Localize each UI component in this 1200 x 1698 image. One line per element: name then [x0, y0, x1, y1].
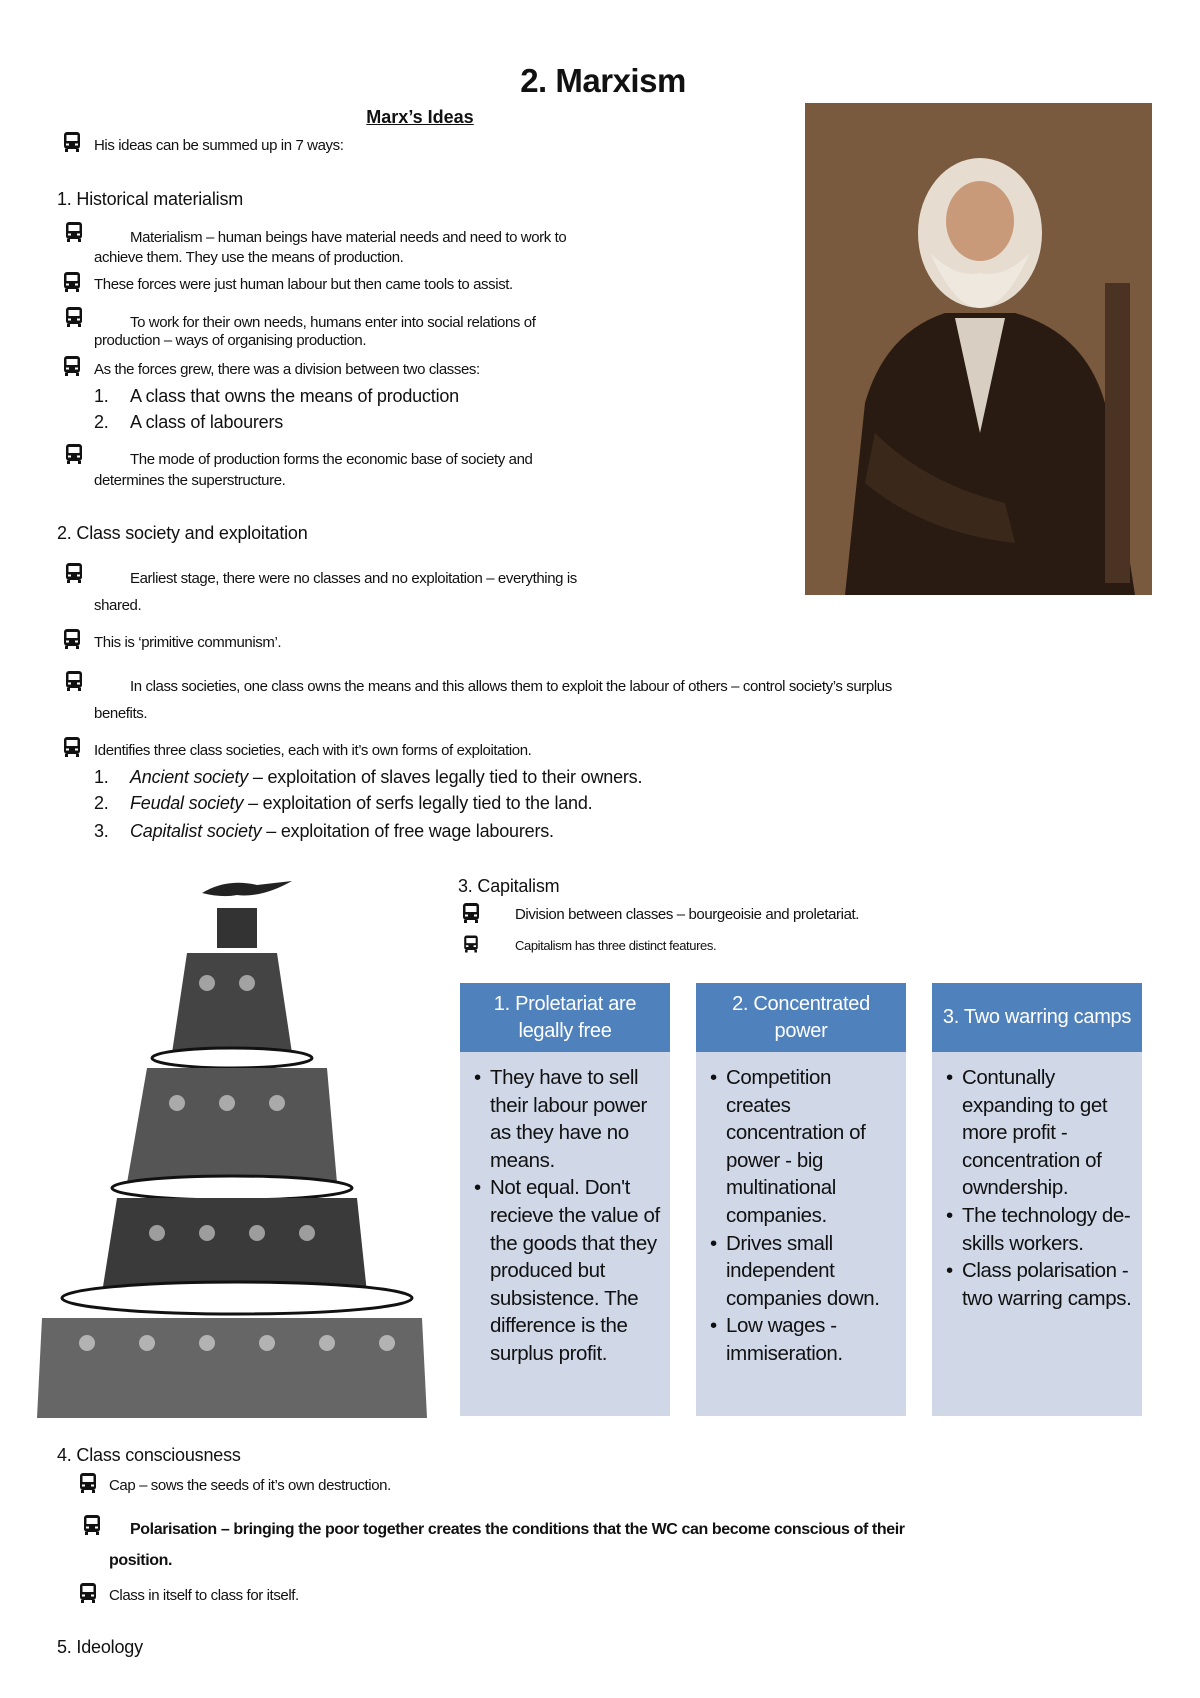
section-heading-class-society: 2. Class society and exploitation	[57, 523, 308, 543]
bus-icon	[62, 131, 82, 153]
feature-bullet: • Contunally expanding to get more profit - concentration of owndership.	[962, 1064, 1132, 1202]
karl-marx-portrait	[805, 103, 1152, 595]
feature-box-title: 2. Concentrated power	[696, 983, 906, 1052]
list-number: 1.	[94, 767, 109, 787]
bus-icon	[82, 1514, 102, 1536]
bus-icon	[64, 562, 84, 584]
bullet-text: To work for their own needs, humans enter into social relations of	[130, 314, 536, 331]
list-text: A class of labourers	[130, 412, 284, 432]
list-text: – exploitation of serfs legally tied to the land.	[243, 793, 593, 813]
bullet-text: In class societies, one class owns the means and this allows them to exploit the labour of others – control society’s surplus	[130, 678, 892, 695]
bus-icon	[64, 221, 84, 243]
intro-text: His ideas can be summed up in 7 ways:	[94, 137, 344, 154]
list-number: 2.	[94, 793, 109, 813]
bus-icon	[62, 355, 82, 377]
bullet-text: benefits.	[94, 705, 148, 722]
list-item	[94, 386, 459, 407]
bullet-text: Identifies three class societies, each with it’s own forms of exploitation.	[94, 742, 532, 759]
list-number: 1.	[94, 386, 109, 406]
section-heading-class-consciousness: 4. Class consciousness	[57, 1445, 241, 1465]
list-text: – exploitation of free wage labourers.	[261, 821, 554, 841]
bus-icon	[463, 935, 480, 954]
bullet-text: achieve them. They use the means of production.	[94, 249, 404, 266]
feature-bullet: • The technology de-skills workers.	[962, 1202, 1132, 1257]
bullet-text: The mode of production forms the economic base of society and	[130, 451, 533, 468]
bus-icon	[64, 443, 84, 465]
bus-icon	[62, 736, 82, 758]
page-title: 2. Marxism	[520, 62, 686, 99]
bullet-text: production – ways of organising production.	[94, 332, 367, 349]
pyramid-of-capitalist-system-illustration	[27, 873, 436, 1424]
feature-box-title: 3. Two warring camps	[932, 983, 1142, 1052]
bus-icon	[78, 1472, 98, 1494]
bus-icon	[64, 670, 84, 692]
feature-box-proletariat-legally-free	[460, 983, 670, 1416]
list-item	[94, 412, 283, 433]
section-heading-historical-materialism: 1. Historical materialism	[57, 189, 244, 209]
bullet-text: shared.	[94, 597, 142, 614]
feature-bullet: • Competition creates concentration of power - big multinational companies.	[726, 1064, 896, 1230]
bullet-text: This is ‘primitive communism’.	[94, 634, 282, 651]
feature-box-concentrated-power	[696, 983, 906, 1416]
feature-bullet: • Class polarisation - two warring camps.	[962, 1257, 1132, 1312]
feature-bullet: • Low wages - immiseration.	[726, 1312, 896, 1367]
list-term: Feudal society	[130, 793, 244, 813]
bullet-text: determines the superstructure.	[94, 472, 286, 489]
list-number: 3.	[94, 821, 109, 841]
bullet-text: Cap – sows the seeds of it’s own destruction.	[109, 1477, 391, 1494]
bullet-text: Class in itself to class for itself.	[109, 1587, 299, 1604]
feature-bullet: • Not equal. Don't recieve the value of the goods that they produced but subsistence. The difference is the surplus profit.	[490, 1174, 660, 1367]
bullet-text: position.	[109, 1552, 173, 1569]
bus-icon	[62, 271, 82, 293]
subtitle: Marx’s Ideas	[366, 107, 474, 127]
list-item	[94, 767, 642, 788]
list-item	[94, 821, 554, 842]
feature-box-title: 1. Proletariat are legally free	[460, 983, 670, 1052]
list-text: – exploitation of slaves legally tied to their owners.	[248, 767, 643, 787]
list-number: 2.	[94, 412, 109, 432]
bullet-text: These forces were just human labour but then came tools to assist.	[94, 276, 513, 293]
bullet-text: Capitalism has three distinct features.	[515, 938, 717, 953]
bullet-text: Materialism – human beings have material needs and need to work to	[130, 229, 567, 246]
bullet-text: As the forces grew, there was a division between two classes:	[94, 361, 480, 378]
section-heading-capitalism: 3. Capitalism	[458, 876, 560, 896]
bullet-text: Polarisation – bringing the poor together creates the conditions that the WC can become conscious of their	[130, 1521, 905, 1538]
feature-box-two-warring-camps	[932, 983, 1142, 1416]
bullet-text: Division between classes – bourgeoisie and proletariat.	[515, 906, 860, 923]
list-term: Ancient society	[130, 767, 249, 787]
list-text: A class that owns the means of production	[130, 386, 459, 406]
bullet-text: Earliest stage, there were no classes and no exploitation – everything is	[130, 570, 577, 587]
list-term: Capitalist society	[130, 821, 262, 841]
bus-icon	[78, 1582, 98, 1604]
feature-bullet: • Drives small independent companies down.	[726, 1230, 896, 1313]
section-heading-ideology: 5. Ideology	[57, 1637, 143, 1657]
bus-icon	[461, 902, 481, 924]
bus-icon	[64, 306, 84, 328]
bus-icon	[62, 628, 82, 650]
feature-bullet: • They have to sell their labour power as they have no means.	[490, 1064, 660, 1174]
list-item	[94, 793, 592, 814]
